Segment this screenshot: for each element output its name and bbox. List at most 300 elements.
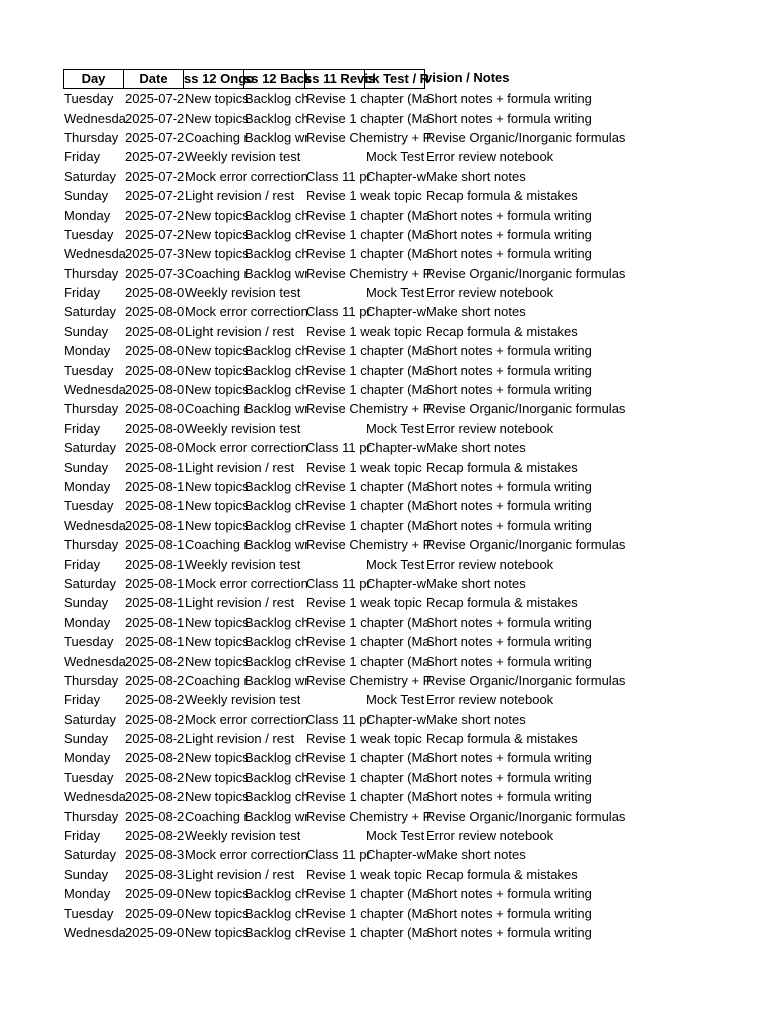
- cell-class12-ongoing[interactable]: Light revision / rest: [185, 595, 295, 611]
- cell-date[interactable]: 2025-08-1: [125, 575, 185, 591]
- cell-class12-backlog[interactable]: Backlog ch: [245, 498, 309, 514]
- table-row: [63, 322, 578, 341]
- table-row: [63, 826, 554, 845]
- table-row: [63, 477, 592, 496]
- cell-class12-backlog[interactable]: Backlog ch: [245, 207, 309, 223]
- cell-date[interactable]: 2025-07-2: [125, 226, 185, 242]
- cell-class12-backlog[interactable]: Backlog ch: [245, 91, 309, 107]
- cell-class12-backlog[interactable]: Backlog ch: [245, 905, 309, 921]
- cell-class11-revision[interactable]: Revise Chemistry + P: [306, 129, 432, 145]
- cell-day[interactable]: Saturday: [64, 304, 117, 320]
- cell-revision-notes[interactable]: Revise Organic/Inorganic formulas: [426, 401, 626, 417]
- cell-revision-notes[interactable]: Make short notes: [426, 440, 526, 456]
- cell-class11-revision[interactable]: Revise Chemistry + P: [306, 537, 432, 553]
- cell-class12-ongoing[interactable]: New topics: [185, 517, 249, 533]
- cell-day[interactable]: Tuesday: [64, 362, 114, 378]
- cell-day[interactable]: Sunday: [64, 866, 109, 882]
- table-row: [63, 690, 554, 709]
- cell-class12-ongoing[interactable]: Mock error correction: [185, 168, 308, 184]
- cell-revision-notes[interactable]: Short notes + formula writing: [426, 343, 592, 359]
- cell-class12-ongoing[interactable]: Mock error correction: [185, 575, 308, 591]
- cell-revision-notes[interactable]: Short notes + formula writing: [426, 207, 592, 223]
- cell-date[interactable]: 2025-08-0: [125, 401, 185, 417]
- cell-class11-revision[interactable]: Class 11 pr: [306, 847, 371, 863]
- cell-revision-notes[interactable]: Short notes + formula writing: [426, 226, 592, 242]
- cell-revision-notes[interactable]: Short notes + formula writing: [426, 91, 592, 107]
- cell-class12-ongoing[interactable]: New topics: [185, 479, 249, 494]
- cell-class11-revision[interactable]: Revise 1 chapter (Ma: [306, 886, 430, 902]
- table-row: [63, 671, 626, 690]
- cell-day[interactable]: Saturday: [64, 440, 117, 456]
- cell-date[interactable]: 2025-07-2: [125, 110, 185, 126]
- cell-day[interactable]: Wednesda: [64, 653, 126, 669]
- table-row: [63, 884, 592, 903]
- cell-class12-ongoing[interactable]: New topics: [185, 226, 249, 242]
- cell-revision-notes[interactable]: Short notes + formula writing: [426, 653, 592, 669]
- cell-day[interactable]: Thursday: [64, 537, 119, 553]
- cell-revision-notes[interactable]: Revise Organic/Inorganic formulas: [426, 808, 626, 824]
- cell-revision-notes[interactable]: Short notes + formula writing: [426, 614, 592, 630]
- cell-class12-ongoing[interactable]: Light revision / rest: [185, 731, 295, 747]
- table-row: [63, 438, 526, 457]
- cell-date[interactable]: 2025-08-1: [125, 634, 185, 650]
- cell-class11-revision[interactable]: Revise 1 chapter (Ma: [306, 226, 430, 242]
- cell-revision-notes[interactable]: Make short notes: [426, 847, 526, 863]
- cell-day[interactable]: Tuesday: [64, 769, 114, 785]
- cell-day[interactable]: Wednesda: [64, 246, 126, 262]
- cell-revision-notes[interactable]: Short notes + formula writing: [426, 789, 592, 805]
- table-row: [63, 128, 626, 147]
- table-row: [63, 613, 592, 632]
- cell-day[interactable]: Thursday: [64, 808, 119, 824]
- cell-class11-revision[interactable]: Revise Chemistry + P: [306, 808, 432, 824]
- table-row: [63, 496, 592, 515]
- cell-class11-revision[interactable]: Revise 1 chapter (Ma: [306, 653, 430, 669]
- cell-day[interactable]: Saturday: [64, 575, 117, 591]
- cell-class12-backlog[interactable]: Backlog ch: [245, 226, 309, 242]
- cell-class11-revision[interactable]: Revise 1 chapter (Ma: [306, 750, 430, 766]
- cell-mock-test[interactable]: Mock Test: [366, 692, 425, 708]
- cell-day[interactable]: Monday: [64, 207, 111, 223]
- cell-class12-ongoing[interactable]: New topics: [185, 246, 249, 262]
- cell-class12-backlog[interactable]: Backlog ch: [245, 789, 309, 805]
- header-cell-day[interactable]: Day: [63, 69, 124, 89]
- cell-class12-ongoing[interactable]: Coaching r: [185, 265, 248, 281]
- table-row: [63, 108, 592, 127]
- cell-date[interactable]: 2025-09-0: [125, 886, 185, 902]
- cell-class11-revision[interactable]: Revise 1 chapter (Ma: [306, 924, 430, 940]
- cell-class11-revision[interactable]: Revise Chemistry + P: [306, 401, 432, 417]
- cell-class12-ongoing[interactable]: Coaching r: [185, 808, 248, 824]
- cell-date[interactable]: 2025-08-0: [125, 440, 185, 456]
- cell-class11-revision[interactable]: Revise 1 chapter (Ma: [306, 110, 430, 126]
- cell-class12-ongoing[interactable]: Light revision / rest: [185, 188, 295, 204]
- cell-date[interactable]: 2025-08-0: [125, 285, 185, 301]
- cell-class12-backlog[interactable]: Backlog ch: [245, 382, 309, 398]
- cell-class11-revision[interactable]: Revise 1 chapter (Ma: [306, 905, 430, 921]
- cell-class12-backlog[interactable]: Backlog wr: [245, 537, 309, 553]
- cell-revision-notes[interactable]: Error review notebook: [426, 285, 554, 301]
- cell-date[interactable]: 2025-08-1: [125, 595, 185, 611]
- cell-revision-notes[interactable]: Short notes + formula writing: [426, 634, 592, 650]
- cell-mock-test[interactable]: Chapter-w: [366, 440, 426, 456]
- table-row: [63, 264, 626, 283]
- cell-date[interactable]: 2025-08-2: [125, 711, 185, 727]
- cell-class12-ongoing[interactable]: Weekly revision test: [185, 285, 301, 301]
- cell-class11-revision[interactable]: Revise 1 chapter (Ma: [306, 207, 430, 223]
- cell-day[interactable]: Tuesday: [64, 226, 114, 242]
- cell-date[interactable]: 2025-08-0: [125, 323, 185, 339]
- cell-date[interactable]: 2025-08-3: [125, 866, 185, 882]
- cell-revision-notes[interactable]: Error review notebook: [426, 828, 554, 844]
- cell-revision-notes[interactable]: Recap formula & mistakes: [426, 459, 578, 475]
- cell-revision-notes[interactable]: Short notes + formula writing: [426, 769, 592, 785]
- cell-class12-backlog[interactable]: Backlog ch: [245, 886, 309, 902]
- cell-class11-revision[interactable]: Revise 1 chapter (Ma: [306, 789, 430, 805]
- cell-revision-notes[interactable]: Short notes + formula writing: [426, 924, 592, 940]
- cell-day[interactable]: Friday: [64, 692, 101, 708]
- cell-day[interactable]: Tuesday: [64, 905, 114, 921]
- cell-day[interactable]: Saturday: [64, 711, 117, 727]
- cell-class11-revision[interactable]: Revise Chemistry + P: [306, 672, 432, 688]
- cell-day[interactable]: Sunday: [64, 731, 109, 747]
- cell-class12-backlog[interactable]: Backlog ch: [245, 750, 309, 766]
- cell-mock-test[interactable]: Chapter-w: [366, 168, 426, 184]
- cell-class12-backlog[interactable]: Backlog ch: [245, 246, 309, 262]
- cell-date[interactable]: 2025-08-2: [125, 769, 185, 785]
- cell-revision-notes[interactable]: Make short notes: [426, 711, 526, 727]
- cell-class12-backlog[interactable]: Backlog ch: [245, 769, 309, 785]
- header-cell-date[interactable]: Date: [124, 69, 184, 89]
- cell-class11-revision[interactable]: Revise 1 chapter (Ma: [306, 614, 430, 630]
- cell-revision-notes[interactable]: Recap formula & mistakes: [426, 731, 578, 747]
- cell-class12-ongoing[interactable]: Weekly revision test: [185, 420, 301, 436]
- cell-revision-notes[interactable]: Short notes + formula writing: [426, 517, 592, 533]
- cell-class12-ongoing[interactable]: Weekly revision test: [185, 692, 301, 708]
- table-row: [63, 419, 554, 438]
- table-row: [63, 651, 592, 670]
- cell-date[interactable]: 2025-08-1: [125, 614, 185, 630]
- cell-class11-revision[interactable]: Revise 1 weak topic: [306, 323, 422, 339]
- cell-class12-ongoing[interactable]: Light revision / rest: [185, 459, 295, 475]
- table-row: [63, 302, 526, 321]
- cell-class12-backlog[interactable]: Backlog wr: [245, 401, 309, 417]
- cell-class12-ongoing[interactable]: New topics: [185, 382, 249, 398]
- cell-class11-revision[interactable]: Class 11 pr: [306, 575, 371, 591]
- cell-class12-backlog[interactable]: Backlog ch: [245, 110, 309, 126]
- cell-class11-revision[interactable]: Revise 1 weak topic: [306, 866, 422, 882]
- cell-mock-test[interactable]: Mock Test: [366, 556, 425, 572]
- cell-date[interactable]: 2025-08-2: [125, 750, 185, 766]
- cell-revision-notes[interactable]: Error review notebook: [426, 149, 554, 165]
- table-row: [63, 729, 578, 748]
- spreadsheet-grid: [63, 69, 626, 942]
- cell-class12-ongoing[interactable]: New topics: [185, 653, 249, 669]
- cell-class11-revision[interactable]: Revise 1 weak topic: [306, 595, 422, 611]
- cell-day[interactable]: Friday: [64, 828, 101, 844]
- cell-class11-revision[interactable]: Revise Chemistry + P: [306, 265, 432, 281]
- cell-date[interactable]: 2025-08-0: [125, 362, 185, 378]
- cell-day[interactable]: Sunday: [64, 459, 109, 475]
- cell-mock-test[interactable]: Mock Test: [366, 149, 425, 165]
- table-row: [63, 186, 578, 205]
- cell-day[interactable]: Sunday: [64, 323, 109, 339]
- table-row: [63, 574, 526, 593]
- cell-class12-ongoing[interactable]: New topics: [185, 789, 249, 805]
- cell-revision-notes[interactable]: Revise Organic/Inorganic formulas: [426, 537, 626, 553]
- cell-date[interactable]: 2025-08-1: [125, 459, 185, 475]
- cell-date[interactable]: 2025-08-1: [125, 517, 185, 533]
- cell-class11-revision[interactable]: Revise 1 chapter (Ma: [306, 769, 430, 785]
- header-cell-revision-notes[interactable]: vision / Notes: [425, 70, 510, 85]
- cell-day[interactable]: Monday: [64, 479, 111, 494]
- cell-mock-test[interactable]: Chapter-w: [366, 711, 426, 727]
- cell-class11-revision[interactable]: Revise 1 chapter (Ma: [306, 343, 430, 359]
- cell-mock-test[interactable]: Mock Test: [366, 420, 425, 436]
- table-body: [63, 89, 626, 942]
- cell-class11-revision[interactable]: Revise 1 weak topic: [306, 731, 422, 747]
- cell-class11-revision[interactable]: Revise 1 weak topic: [306, 459, 422, 475]
- cell-date[interactable]: 2025-07-3: [125, 265, 185, 281]
- cell-mock-test[interactable]: Chapter-w: [366, 847, 426, 863]
- cell-revision-notes[interactable]: Recap formula & mistakes: [426, 595, 578, 611]
- table-row: [63, 399, 626, 418]
- cell-class12-ongoing[interactable]: Light revision / rest: [185, 866, 295, 882]
- cell-class12-ongoing[interactable]: New topics: [185, 91, 249, 107]
- cell-class12-ongoing[interactable]: Mock error correction: [185, 711, 308, 727]
- cell-date[interactable]: 2025-07-3: [125, 246, 185, 262]
- cell-date[interactable]: 2025-07-2: [125, 149, 185, 165]
- table-row: [63, 516, 592, 535]
- cell-revision-notes[interactable]: Make short notes: [426, 304, 526, 320]
- cell-revision-notes[interactable]: Short notes + formula writing: [426, 479, 592, 494]
- cell-date[interactable]: 2025-08-2: [125, 808, 185, 824]
- cell-class12-backlog[interactable]: Backlog wr: [245, 129, 309, 145]
- cell-revision-notes[interactable]: Short notes + formula writing: [426, 905, 592, 921]
- table-row: [63, 89, 592, 108]
- cell-revision-notes[interactable]: Short notes + formula writing: [426, 886, 592, 902]
- cell-day[interactable]: Sunday: [64, 188, 109, 204]
- table-row: [63, 710, 526, 729]
- cell-date[interactable]: 2025-09-0: [125, 924, 185, 940]
- cell-date[interactable]: 2025-07-2: [125, 168, 185, 184]
- cell-date[interactable]: 2025-08-2: [125, 789, 185, 805]
- cell-date[interactable]: 2025-08-1: [125, 479, 185, 494]
- table-row: [63, 593, 578, 612]
- cell-mock-test[interactable]: Chapter-w: [366, 575, 426, 591]
- cell-class12-backlog[interactable]: Backlog ch: [245, 362, 309, 378]
- cell-class11-revision[interactable]: Revise 1 chapter (Ma: [306, 246, 430, 262]
- cell-class11-revision[interactable]: Revise 1 chapter (Ma: [306, 479, 430, 494]
- cell-class12-ongoing[interactable]: Mock error correction: [185, 440, 308, 456]
- cell-revision-notes[interactable]: Make short notes: [426, 168, 526, 184]
- cell-revision-notes[interactable]: Recap formula & mistakes: [426, 188, 578, 204]
- cell-revision-notes[interactable]: Error review notebook: [426, 420, 554, 436]
- cell-class11-revision[interactable]: Class 11 pr: [306, 304, 371, 320]
- cell-revision-notes[interactable]: Revise Organic/Inorganic formulas: [426, 672, 626, 688]
- cell-date[interactable]: 2025-07-2: [125, 207, 185, 223]
- cell-class11-revision[interactable]: Class 11 pr: [306, 168, 371, 184]
- cell-day[interactable]: Thursday: [64, 401, 119, 417]
- cell-class12-backlog[interactable]: Backlog ch: [245, 517, 309, 533]
- cell-class12-ongoing[interactable]: New topics: [185, 634, 249, 650]
- cell-day[interactable]: Friday: [64, 285, 101, 301]
- cell-date[interactable]: 2025-08-2: [125, 828, 185, 844]
- cell-day[interactable]: Friday: [64, 420, 101, 436]
- table-row: [63, 167, 526, 186]
- cell-date[interactable]: 2025-08-0: [125, 420, 185, 436]
- cell-class12-ongoing[interactable]: New topics: [185, 343, 249, 359]
- header-cell-class12-ongoing[interactable]: ss 12 Ongo: [184, 69, 244, 89]
- cell-class12-ongoing[interactable]: New topics: [185, 750, 249, 766]
- cell-class12-ongoing[interactable]: New topics: [185, 362, 249, 378]
- cell-class11-revision[interactable]: Revise 1 chapter (Ma: [306, 382, 430, 398]
- cell-class12-ongoing[interactable]: New topics: [185, 886, 249, 902]
- cell-date[interactable]: 2025-08-0: [125, 382, 185, 398]
- cell-class12-ongoing[interactable]: Light revision / rest: [185, 323, 295, 339]
- cell-day[interactable]: Monday: [64, 614, 111, 630]
- cell-revision-notes[interactable]: Short notes + formula writing: [426, 362, 592, 378]
- cell-day[interactable]: Tuesday: [64, 634, 114, 650]
- cell-date[interactable]: 2025-08-1: [125, 498, 185, 514]
- cell-class12-ongoing[interactable]: Mock error correction: [185, 847, 308, 863]
- cell-date[interactable]: 2025-08-3: [125, 847, 185, 863]
- cell-revision-notes[interactable]: Short notes + formula writing: [426, 110, 592, 126]
- cell-date[interactable]: 2025-08-2: [125, 731, 185, 747]
- header-row: [63, 69, 510, 89]
- cell-date[interactable]: 2025-08-2: [125, 653, 185, 669]
- cell-day[interactable]: Tuesday: [64, 498, 114, 514]
- cell-class12-ongoing[interactable]: Coaching r: [185, 537, 248, 553]
- cell-date[interactable]: 2025-07-2: [125, 129, 185, 145]
- cell-day[interactable]: Thursday: [64, 129, 119, 145]
- cell-revision-notes[interactable]: Short notes + formula writing: [426, 246, 592, 262]
- cell-class12-backlog[interactable]: Backlog wr: [245, 265, 309, 281]
- cell-class12-ongoing[interactable]: Coaching r: [185, 129, 248, 145]
- cell-class12-ongoing[interactable]: New topics: [185, 207, 249, 223]
- cell-date[interactable]: 2025-08-0: [125, 304, 185, 320]
- cell-class12-backlog[interactable]: Backlog ch: [245, 653, 309, 669]
- cell-day[interactable]: Thursday: [64, 265, 119, 281]
- cell-day[interactable]: Saturday: [64, 847, 117, 863]
- table-row: [63, 283, 554, 302]
- cell-class12-ongoing[interactable]: New topics: [185, 110, 249, 126]
- cell-class11-revision[interactable]: Revise 1 chapter (Ma: [306, 634, 430, 650]
- cell-class12-ongoing[interactable]: New topics: [185, 905, 249, 921]
- cell-mock-test[interactable]: Mock Test: [366, 285, 425, 301]
- cell-class12-ongoing[interactable]: Weekly revision test: [185, 149, 301, 165]
- cell-class11-revision[interactable]: Revise 1 chapter (Ma: [306, 517, 430, 533]
- cell-class11-revision[interactable]: Class 11 pr: [306, 440, 371, 456]
- cell-class11-revision[interactable]: Revise 1 chapter (Ma: [306, 362, 430, 378]
- cell-revision-notes[interactable]: Error review notebook: [426, 556, 554, 572]
- cell-class12-ongoing[interactable]: New topics: [185, 924, 249, 940]
- table-row: [63, 341, 592, 360]
- table-row: [63, 768, 592, 787]
- cell-class12-backlog[interactable]: Backlog ch: [245, 924, 309, 940]
- cell-date[interactable]: 2025-07-2: [125, 91, 185, 107]
- cell-day[interactable]: Tuesday: [64, 91, 114, 107]
- cell-class12-ongoing[interactable]: Weekly revision test: [185, 828, 301, 844]
- table-row: [63, 845, 526, 864]
- cell-class12-ongoing[interactable]: Coaching r: [185, 672, 248, 688]
- cell-class12-backlog[interactable]: Backlog ch: [245, 614, 309, 630]
- cell-day[interactable]: Wednesda: [64, 110, 126, 126]
- cell-day[interactable]: Monday: [64, 343, 111, 359]
- cell-day[interactable]: Wednesda: [64, 789, 126, 805]
- cell-revision-notes[interactable]: Revise Organic/Inorganic formulas: [426, 129, 626, 145]
- cell-class12-ongoing[interactable]: New topics: [185, 769, 249, 785]
- cell-date[interactable]: 2025-08-1: [125, 537, 185, 553]
- cell-day[interactable]: Monday: [64, 886, 111, 902]
- cell-day[interactable]: Wednesda: [64, 382, 126, 398]
- table-row: [63, 244, 592, 263]
- cell-revision-notes[interactable]: Revise Organic/Inorganic formulas: [426, 265, 626, 281]
- header-cell-class12-backlog[interactable]: ss 12 Back: [244, 69, 305, 89]
- cell-revision-notes[interactable]: Make short notes: [426, 575, 526, 591]
- header-cell-mock-test[interactable]: ck Test / R: [365, 69, 425, 89]
- table-row: [63, 225, 592, 244]
- cell-date[interactable]: 2025-09-0: [125, 905, 185, 921]
- cell-day[interactable]: Monday: [64, 750, 111, 766]
- table-row: [63, 535, 626, 554]
- cell-class12-backlog[interactable]: Backlog ch: [245, 343, 309, 359]
- cell-class12-ongoing[interactable]: Mock error correction: [185, 304, 308, 320]
- cell-class11-revision[interactable]: Revise 1 chapter (Ma: [306, 498, 430, 514]
- cell-class12-backlog[interactable]: Backlog wr: [245, 672, 309, 688]
- cell-revision-notes[interactable]: Short notes + formula writing: [426, 498, 592, 514]
- cell-revision-notes[interactable]: Short notes + formula writing: [426, 382, 592, 398]
- cell-class11-revision[interactable]: Class 11 pr: [306, 711, 371, 727]
- table-row: [63, 380, 592, 399]
- cell-revision-notes[interactable]: Short notes + formula writing: [426, 750, 592, 766]
- table-row: [63, 147, 554, 166]
- table-row: [63, 205, 592, 224]
- cell-date[interactable]: 2025-08-1: [125, 556, 185, 572]
- cell-class11-revision[interactable]: Revise 1 chapter (Ma: [306, 91, 430, 107]
- table-row: [63, 748, 592, 767]
- cell-revision-notes[interactable]: Error review notebook: [426, 692, 554, 708]
- cell-day[interactable]: Wednesda: [64, 924, 126, 940]
- cell-class12-ongoing[interactable]: New topics: [185, 614, 249, 630]
- cell-date[interactable]: 2025-08-2: [125, 672, 185, 688]
- cell-day[interactable]: Sunday: [64, 595, 109, 611]
- cell-date[interactable]: 2025-07-2: [125, 188, 185, 204]
- cell-class11-revision[interactable]: Revise 1 weak topic: [306, 188, 422, 204]
- cell-date[interactable]: 2025-08-0: [125, 343, 185, 359]
- cell-day[interactable]: Friday: [64, 556, 101, 572]
- cell-revision-notes[interactable]: Recap formula & mistakes: [426, 866, 578, 882]
- cell-class12-ongoing[interactable]: Weekly revision test: [185, 556, 301, 572]
- cell-mock-test[interactable]: Chapter-w: [366, 304, 426, 320]
- cell-class12-backlog[interactable]: Backlog wr: [245, 808, 309, 824]
- cell-day[interactable]: Wednesda: [64, 517, 126, 533]
- cell-class12-ongoing[interactable]: Coaching r: [185, 401, 248, 417]
- cell-day[interactable]: Saturday: [64, 168, 117, 184]
- cell-mock-test[interactable]: Mock Test: [366, 828, 425, 844]
- cell-day[interactable]: Friday: [64, 149, 101, 165]
- cell-day[interactable]: Thursday: [64, 672, 119, 688]
- table-row: [63, 360, 592, 379]
- cell-class12-ongoing[interactable]: New topics: [185, 498, 249, 514]
- cell-class12-backlog[interactable]: Backlog ch: [245, 479, 309, 494]
- header-cell-class11-revision[interactable]: ss 11 Revis: [305, 69, 365, 89]
- cell-class12-backlog[interactable]: Backlog ch: [245, 634, 309, 650]
- cell-date[interactable]: 2025-08-2: [125, 692, 185, 708]
- table-row: [63, 865, 578, 884]
- table-row: [63, 903, 592, 922]
- cell-revision-notes[interactable]: Recap formula & mistakes: [426, 323, 578, 339]
